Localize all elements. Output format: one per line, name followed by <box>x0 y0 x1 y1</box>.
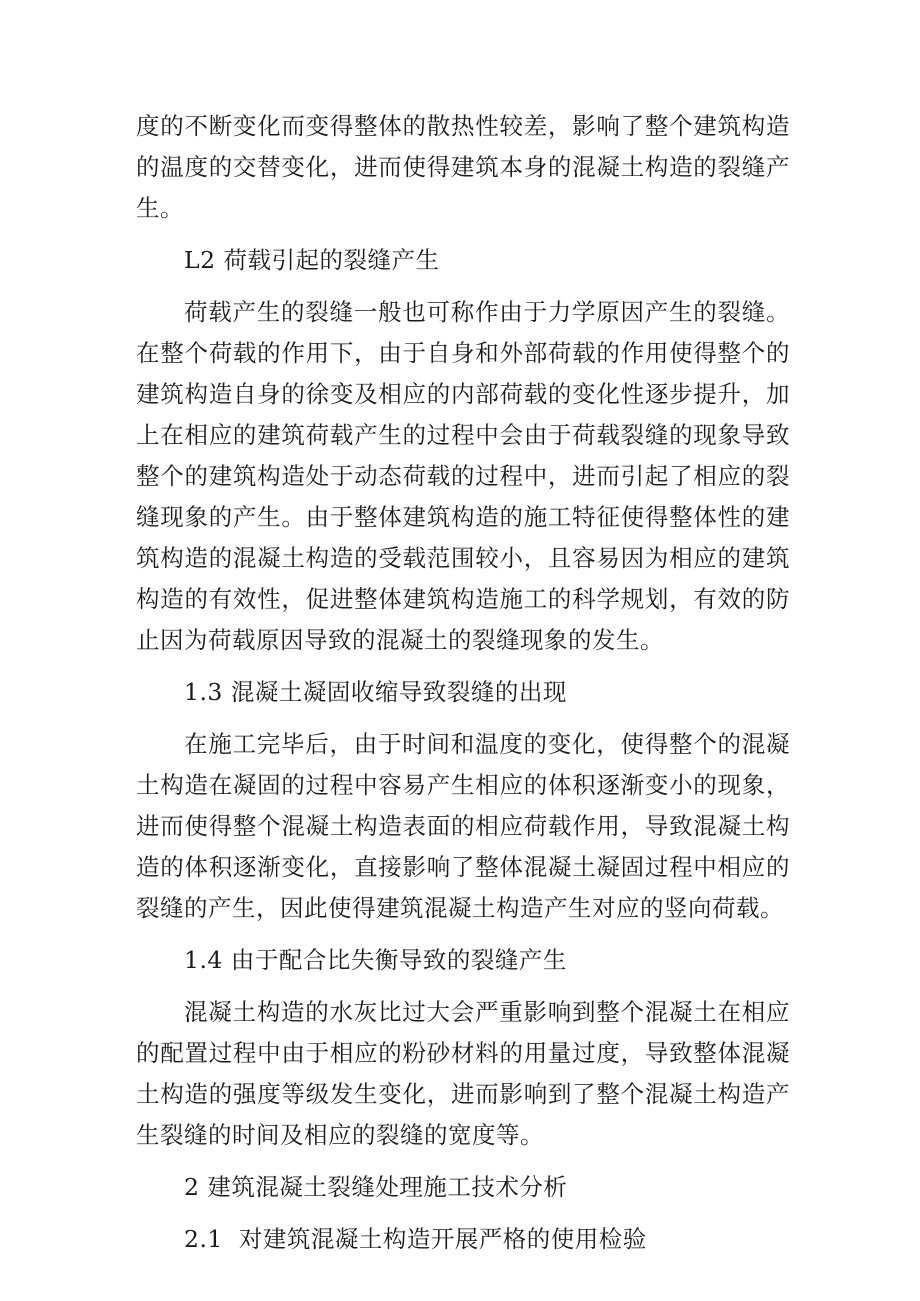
paragraph-shrinkage-cracks: 在施工完毕后，由于时间和温度的变化，使得整个的混凝土构造在凝固的过程中容易产生相应的体积逐渐变小的现象，进而使得整个混凝土构造表面的相应荷载作用，导致混凝土构造的体积逐渐变化，直接影响了整体混凝土凝固过程中相应的裂缝的产生，因此使得建筑混凝土构造产生对应的竖向荷载。 <box>136 730 790 922</box>
section-heading-1-3: 1.3 混凝土凝固收缩导致裂缝的出现 <box>184 678 567 706</box>
paragraph-continued: 度的不断变化而变得整体的散热性较差，影响了整个建筑构造的温度的交替变化，进而使得建筑本身的混凝土构造的裂缝产生。 <box>136 112 790 222</box>
section-heading-2-1: 2.1 对建筑混凝土构造开展严格的使用检验 <box>184 1225 647 1253</box>
paragraph-load-cracks: 荷载产生的裂缝一般也可称作由于力学原因产生的裂缝。在整个荷载的作用下，由于自身和外部荷载的作用使得整个的建筑构造自身的徐变及相应的内部荷载的变化性逐步提升，加上在相应的建筑荷载产生的过程中会由于荷载裂缝的现象导致整个的建筑构造处于动态荷载的过程中，进而引起了相应的裂缝现象的产生。由于整体建筑构造的施工特征使得整体性的建筑构造的混凝土构造的受载范围较小，且容易因为相应的建筑构造的有效性，促进整体建筑构造施工的科学规划，有效的防止因为荷载原因导致的混凝土的裂缝现象的发生。 <box>136 298 790 654</box>
section-heading-2: 2 建筑混凝土裂缝处理施工技术分析 <box>184 1173 568 1201</box>
paragraph-mix-ratio-cracks: 混凝土构造的水灰比过大会严重影响到整个混凝土在相应的配置过程中由于相应的粉砂材料的用量过度，导致整体混凝土构造的强度等级发生变化，进而影响到了整个混凝土构造产生裂缝的时间及相应的裂缝的宽度等。 <box>136 998 790 1149</box>
document-body <box>136 106 790 1271</box>
section-heading-1-4: 1.4 由于配合比失衡导致的裂缝产生 <box>184 946 567 974</box>
section-heading-1-2: L2 荷载引起的裂缝产生 <box>184 246 440 274</box>
